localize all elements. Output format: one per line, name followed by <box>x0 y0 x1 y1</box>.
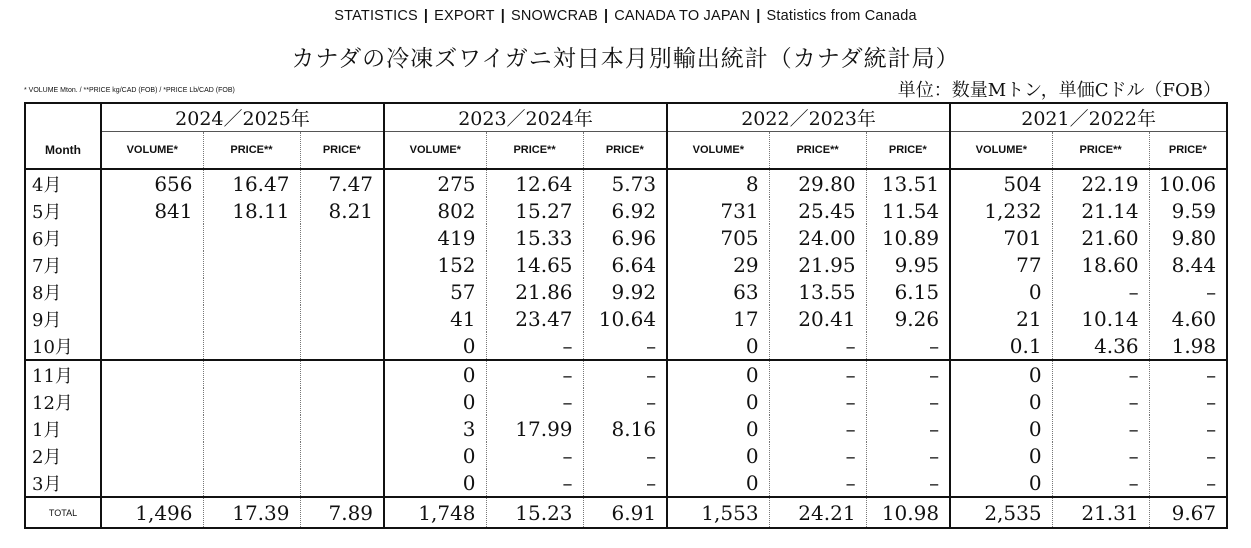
table-cell: – <box>1149 415 1227 442</box>
total-cell: 21.31 <box>1052 497 1149 528</box>
table-cell <box>203 415 300 442</box>
table-cell: 15.33 <box>486 224 583 251</box>
table-cell: 9.26 <box>866 305 950 332</box>
table-cell: – <box>1052 278 1149 305</box>
total-label: TOTAL <box>25 497 101 528</box>
table-cell: – <box>1052 360 1149 388</box>
table-cell: 3 <box>384 415 486 442</box>
table-cell: 9.59 <box>1149 197 1227 224</box>
table-cell: 21.60 <box>1052 224 1149 251</box>
table-cell: 21.86 <box>486 278 583 305</box>
table-cell: – <box>1149 469 1227 497</box>
table-cell: 0 <box>950 442 1052 469</box>
table-cell: 0 <box>384 388 486 415</box>
table-cell: 10.89 <box>866 224 950 251</box>
table-cell: 23.47 <box>486 305 583 332</box>
unit-note: * VOLUME Mton. / **PRICE kg/CAD (FOB) / *PRICE Lb/CAD (FOB) <box>24 87 235 94</box>
table-cell: 152 <box>384 251 486 278</box>
table-cell: 6.92 <box>583 197 667 224</box>
table-cell: 1,232 <box>950 197 1052 224</box>
table-cell <box>203 442 300 469</box>
month-header: Month <box>25 132 101 170</box>
table-cell: 0 <box>950 415 1052 442</box>
table-cell: 0 <box>950 388 1052 415</box>
table-cell: 504 <box>950 169 1052 197</box>
table-cell <box>101 305 203 332</box>
table-cell: – <box>866 360 950 388</box>
year-header: 2022／2023年 <box>667 103 950 132</box>
table-cell: 24.00 <box>769 224 866 251</box>
table-cell: 12.64 <box>486 169 583 197</box>
table-row <box>25 415 1227 442</box>
table-cell: – <box>866 332 950 360</box>
table-cell: 13.55 <box>769 278 866 305</box>
total-row <box>25 497 1227 528</box>
column-header-price-kg: PRICE** <box>1052 132 1149 170</box>
column-header-row <box>25 132 1227 170</box>
table-cell: 41 <box>384 305 486 332</box>
table-cell <box>203 224 300 251</box>
table-cell: – <box>1149 388 1227 415</box>
table-row <box>25 388 1227 415</box>
table-cell <box>300 224 384 251</box>
table-cell: 731 <box>667 197 769 224</box>
table-cell <box>101 469 203 497</box>
table-row <box>25 251 1227 278</box>
table-cell: 21.14 <box>1052 197 1149 224</box>
month-cell: 12月 <box>25 388 101 415</box>
table-cell: 0 <box>667 332 769 360</box>
month-cell: 1月 <box>25 415 101 442</box>
table-cell <box>300 415 384 442</box>
column-header-volume: VOLUME* <box>667 132 769 170</box>
table-cell: 701 <box>950 224 1052 251</box>
nav-item-snowcrab[interactable]: SNOWCRAB <box>510 8 598 24</box>
table-cell: – <box>1149 360 1227 388</box>
table-cell <box>101 251 203 278</box>
table-cell: 18.11 <box>203 197 300 224</box>
table-cell <box>203 332 300 360</box>
table-cell <box>203 251 300 278</box>
table-cell: 1.98 <box>1149 332 1227 360</box>
table-cell <box>101 224 203 251</box>
column-header-volume: VOLUME* <box>384 132 486 170</box>
nav-item-canada-to-japan[interactable]: CANADA TO JAPAN <box>614 8 751 24</box>
table-cell: 4.36 <box>1052 332 1149 360</box>
table-cell: – <box>1052 415 1149 442</box>
table-row <box>25 305 1227 332</box>
month-cell: 11月 <box>25 360 101 388</box>
total-cell: 7.89 <box>300 497 384 528</box>
table-cell: 17 <box>667 305 769 332</box>
table-cell: 14.65 <box>486 251 583 278</box>
table-cell: 63 <box>667 278 769 305</box>
table-cell <box>203 360 300 388</box>
total-cell: 1,496 <box>101 497 203 528</box>
column-header-volume: VOLUME* <box>101 132 203 170</box>
nav-separator: | <box>423 8 429 24</box>
table-cell: 5.73 <box>583 169 667 197</box>
nav-separator: | <box>500 8 505 24</box>
table-cell: 0.1 <box>950 332 1052 360</box>
table-cell <box>300 360 384 388</box>
column-header-price-lb: PRICE* <box>300 132 384 170</box>
table-row <box>25 332 1227 360</box>
table-cell: 9.95 <box>866 251 950 278</box>
table-cell: 0 <box>667 360 769 388</box>
table-cell: 0 <box>384 442 486 469</box>
total-cell: 9.67 <box>1149 497 1227 528</box>
breadcrumb-nav <box>0 8 1251 24</box>
month-cell: 10月 <box>25 332 101 360</box>
nav-item-statistics-from-canada[interactable]: Statistics from Canada <box>766 8 917 24</box>
table-cell: 0 <box>384 360 486 388</box>
table-cell: 4.60 <box>1149 305 1227 332</box>
table-cell: 0 <box>667 442 769 469</box>
total-cell: 6.91 <box>583 497 667 528</box>
total-cell: 2,535 <box>950 497 1052 528</box>
table-cell: 29 <box>667 251 769 278</box>
total-cell: 24.21 <box>769 497 866 528</box>
table-cell: 0 <box>667 469 769 497</box>
table-row <box>25 197 1227 224</box>
export-statistics-table <box>24 102 1228 529</box>
table-cell <box>101 360 203 388</box>
table-cell: 22.19 <box>1052 169 1149 197</box>
column-header-price-lb: PRICE* <box>583 132 667 170</box>
table-cell: – <box>583 332 667 360</box>
column-header-price-kg: PRICE** <box>203 132 300 170</box>
table-row <box>25 224 1227 251</box>
table-cell: – <box>486 388 583 415</box>
table-cell: 57 <box>384 278 486 305</box>
table-row <box>25 469 1227 497</box>
column-header-price-kg: PRICE** <box>769 132 866 170</box>
table-cell: 21 <box>950 305 1052 332</box>
table-cell <box>203 388 300 415</box>
table-cell: – <box>769 442 866 469</box>
table-cell: 0 <box>384 469 486 497</box>
table-cell: – <box>1149 278 1227 305</box>
month-header-blank <box>25 103 101 132</box>
nav-separator: | <box>603 8 609 24</box>
table-row <box>25 442 1227 469</box>
month-cell: 2月 <box>25 442 101 469</box>
table-cell: 13.51 <box>866 169 950 197</box>
unit-label: 単位：数量Mトン，単価Cドル（FOB） <box>897 80 1221 101</box>
table-cell: – <box>866 415 950 442</box>
table-cell: – <box>486 332 583 360</box>
table-cell <box>300 332 384 360</box>
table-cell: – <box>583 388 667 415</box>
table-row <box>25 169 1227 197</box>
column-header-price-kg: PRICE** <box>486 132 583 170</box>
year-header: 2024／2025年 <box>101 103 384 132</box>
table-cell <box>300 469 384 497</box>
table-cell <box>101 415 203 442</box>
table-cell: – <box>769 469 866 497</box>
table-cell: 17.99 <box>486 415 583 442</box>
table-cell: 0 <box>667 388 769 415</box>
table-cell: 705 <box>667 224 769 251</box>
table-cell: 6.96 <box>583 224 667 251</box>
nav-separator: | <box>756 8 761 24</box>
table-cell: 18.60 <box>1052 251 1149 278</box>
column-header-volume: VOLUME* <box>950 132 1052 170</box>
table-cell: – <box>1052 469 1149 497</box>
table-cell: 15.27 <box>486 197 583 224</box>
table-cell: – <box>583 469 667 497</box>
table-cell <box>203 278 300 305</box>
table-cell: 6.15 <box>866 278 950 305</box>
table-cell: 29.80 <box>769 169 866 197</box>
table-cell <box>300 388 384 415</box>
month-cell: 9月 <box>25 305 101 332</box>
table-cell: 0 <box>667 415 769 442</box>
table-cell: – <box>583 360 667 388</box>
year-header: 2021／2022年 <box>950 103 1227 132</box>
table-cell: – <box>769 332 866 360</box>
column-header-price-lb: PRICE* <box>1149 132 1227 170</box>
table-cell: – <box>486 360 583 388</box>
table-row <box>25 360 1227 388</box>
table-cell <box>300 305 384 332</box>
table-cell: 0 <box>950 360 1052 388</box>
year-header: 2023／2024年 <box>384 103 667 132</box>
table-cell: 656 <box>101 169 203 197</box>
table-cell <box>300 278 384 305</box>
table-cell: 10.14 <box>1052 305 1149 332</box>
table-cell: 6.64 <box>583 251 667 278</box>
table-cell: 20.41 <box>769 305 866 332</box>
table-cell: 21.95 <box>769 251 866 278</box>
table-cell: 8.21 <box>300 197 384 224</box>
table-cell: 8 <box>667 169 769 197</box>
month-cell: 5月 <box>25 197 101 224</box>
nav-item-export[interactable]: EXPORT <box>434 8 495 24</box>
year-header-row <box>25 103 1227 132</box>
table-cell: – <box>486 469 583 497</box>
table-cell: 9.92 <box>583 278 667 305</box>
table-cell <box>300 442 384 469</box>
table-cell <box>203 305 300 332</box>
table-cell <box>203 469 300 497</box>
table-cell <box>101 442 203 469</box>
column-header-price-lb: PRICE* <box>866 132 950 170</box>
table-cell: 0 <box>950 469 1052 497</box>
table-cell: – <box>769 388 866 415</box>
table-cell: 0 <box>950 278 1052 305</box>
table-cell: – <box>1052 388 1149 415</box>
table-cell <box>101 332 203 360</box>
table-body <box>25 169 1227 528</box>
table-cell: 275 <box>384 169 486 197</box>
nav-item-statistics[interactable]: STATISTICS <box>334 8 418 24</box>
table-cell: 7.47 <box>300 169 384 197</box>
table-cell: 10.06 <box>1149 169 1227 197</box>
page-title: カナダの冷凍ズワイガニ対日本月別輸出統計（カナダ統計局） <box>291 46 960 72</box>
total-cell: 10.98 <box>866 497 950 528</box>
table-cell <box>101 278 203 305</box>
total-cell: 17.39 <box>203 497 300 528</box>
total-cell: 1,553 <box>667 497 769 528</box>
table-cell: – <box>866 442 950 469</box>
table-cell: 841 <box>101 197 203 224</box>
table-cell: – <box>769 415 866 442</box>
month-cell: 4月 <box>25 169 101 197</box>
table-cell: 11.54 <box>866 197 950 224</box>
table-cell: – <box>486 442 583 469</box>
month-cell: 3月 <box>25 469 101 497</box>
table-cell <box>101 388 203 415</box>
table-cell: 0 <box>384 332 486 360</box>
total-cell: 1,748 <box>384 497 486 528</box>
table-cell: – <box>866 469 950 497</box>
table-cell: 8.44 <box>1149 251 1227 278</box>
table-cell: 419 <box>384 224 486 251</box>
table-cell <box>300 251 384 278</box>
table-cell: 802 <box>384 197 486 224</box>
month-cell: 7月 <box>25 251 101 278</box>
table-cell: 25.45 <box>769 197 866 224</box>
table-cell: – <box>583 442 667 469</box>
table-cell: 8.16 <box>583 415 667 442</box>
table-row <box>25 278 1227 305</box>
table-cell: 16.47 <box>203 169 300 197</box>
month-cell: 8月 <box>25 278 101 305</box>
table-cell: 10.64 <box>583 305 667 332</box>
table-cell: – <box>769 360 866 388</box>
table-cell: – <box>1052 442 1149 469</box>
table-cell: – <box>866 388 950 415</box>
month-cell: 6月 <box>25 224 101 251</box>
table-cell: – <box>1149 442 1227 469</box>
table-cell: 77 <box>950 251 1052 278</box>
table-cell: 9.80 <box>1149 224 1227 251</box>
total-cell: 15.23 <box>486 497 583 528</box>
